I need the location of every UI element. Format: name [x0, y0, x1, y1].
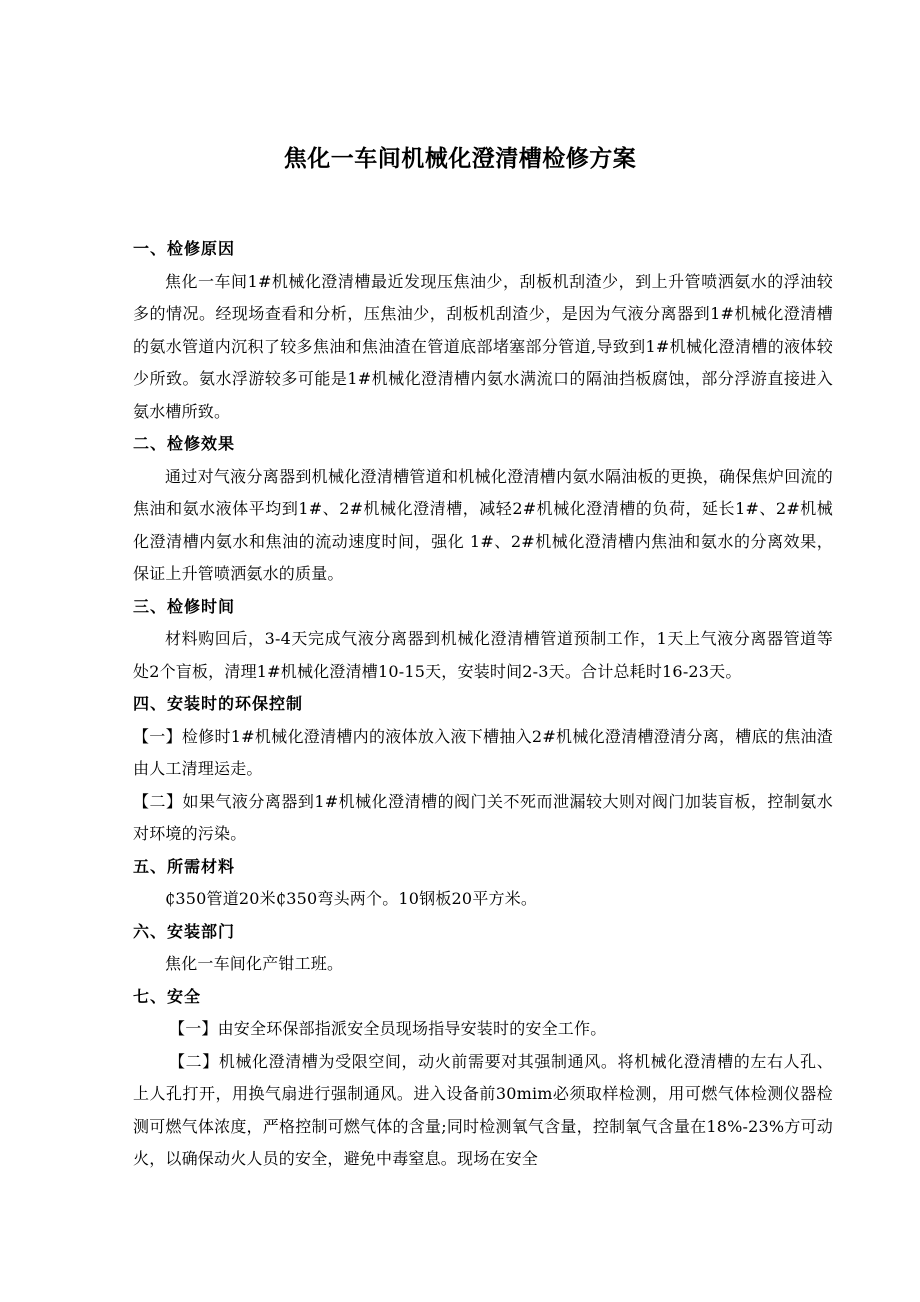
paragraph-time: 材料购回后，3-4天完成气液分离器到机械化澄清槽管道预制工作，1天上气液分离器管道等处2个盲板，清理1#机械化澄清槽10-15天，安装时间2-3天。合计总耗时16-23天。: [133, 629, 833, 681]
paragraph-safety-2: 【二】机械化澄清槽为受限空间，动火前需要对其强制通风。将机械化澄清槽的左右人孔、上人孔打开，用换气扇进行强制通风。进入设备前30mim必须取样检测，用可燃气体检测仪器检测可燃气体浓度，严格控制可燃气体的含量;同时检测氧气含量，控制氧气含量在18%-23%方可动火，以确保动火人员的安全，避免中毒窒息。现场在安全: [133, 1051, 833, 1168]
paragraph-effect: 通过对气液分离器到机械化澄清槽管道和机械化澄清槽内氨水隔油板的更换，确保焦炉回流的焦油和氨水液体平均到1#、2#机械化澄清槽，减轻2#机械化澄清槽的负荷，延长1#、2#机械化澄清槽内氨水和焦油的流动速度时间，强化 1#、2#机械化澄清槽内焦油和氨水的分离效果，保证上升管喷洒氨水的质量。: [133, 466, 833, 583]
paragraph-materials: ₵350管道20米₵350弯头两个。10钢板20平方米。: [165, 889, 538, 908]
section-heading-effect: 二、检修效果: [133, 434, 236, 453]
paragraph-cause: 焦化一车间1#机械化澄清槽最近发现压焦油少，刮板机刮渣少，到上升管喷洒氨水的浮油较多的情况。经现场查看和分析，压焦油少，刮板机刮渣少，是因为气液分离器到1#机械化澄清槽的氨水管道内沉积了较多焦油和焦油渣在管道底部堵塞部分管道,导致到1#机械化澄清槽的液体较少所致。氨水浮游较多可能是1#机械化澄清槽内氨水满流口的隔油挡板腐蚀，部分浮游直接进入氨水槽所致。: [133, 271, 833, 421]
document-title: 焦化一车间机械化澄清槽检修方案: [283, 146, 637, 172]
section-heading-time: 三、检修时间: [133, 596, 236, 616]
section-heading-cause: 一、检修原因: [133, 239, 236, 258]
section-heading-safety: 七、安全: [133, 986, 202, 1006]
paragraph-safety-1: 【一】由安全环保部指派安全员现场指导安装时的安全工作。: [169, 1019, 607, 1038]
paragraph-environment-1: 【一】检修时1#机械化澄清槽内的液体放入液下槽抽入2#机械化澄清槽澄清分离，槽底的焦油渣由人工清理运走。: [133, 726, 833, 778]
document-body: [133, 233, 833, 1176]
section-heading-department: 六、安装部门: [133, 921, 236, 941]
paragraph-department: 焦化一车间化产钳工班。: [165, 954, 344, 973]
paragraph-environment-2: 【二】如果气液分离器到1#机械化澄清槽的阀门关不死而泄漏较大则对阀门加装盲板，控制氨水对环境的污染。: [133, 791, 833, 843]
section-heading-environment: 四、安装时的环保控制: [133, 694, 304, 713]
section-heading-materials: 五、所需材料: [133, 856, 236, 876]
